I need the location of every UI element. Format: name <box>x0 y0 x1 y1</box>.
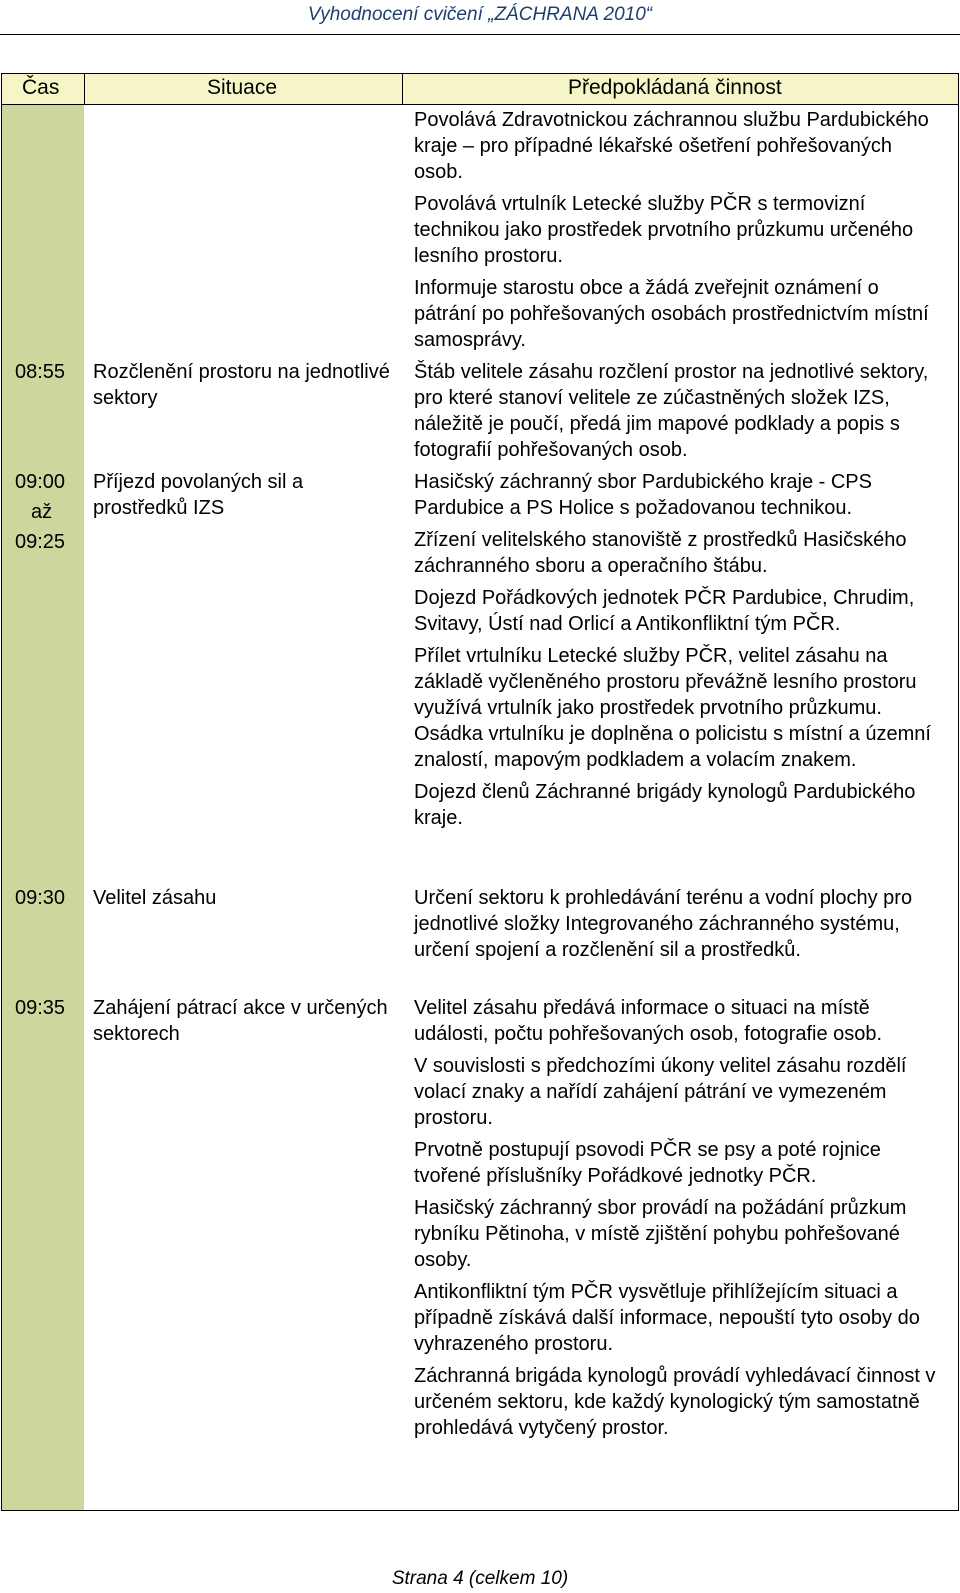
column-header-time: Čas <box>22 76 60 99</box>
row-time-range <box>15 469 83 559</box>
activity-item: Hasičský záchranný sbor provádí na požádání průzkum rybníku Pětinoha, v místě zjištění pohybu pohřešované osoby. <box>414 1197 907 1271</box>
activity-item: V souvislosti s předchozími úkony velitel zásahu rozdělí volací znaky a nařídí zahájení pátrání ve vymezeném prostoru. <box>414 1055 907 1129</box>
row-time: 09:30 <box>15 887 66 909</box>
activity-item: Dojezd členů Záchranné brigády kynologů Pardubického kraje. <box>414 781 916 829</box>
time-column-shading <box>2 104 84 1510</box>
header-rule <box>0 34 960 35</box>
column-header-activity: Předpokládaná činnost <box>568 76 782 99</box>
time-separator: až <box>31 501 53 523</box>
table-row-activities <box>414 995 942 1447</box>
row-time: 09:35 <box>15 997 66 1019</box>
row-situation: Velitel zásahu <box>93 887 217 909</box>
row-situation: Rozčlenění prostoru na jednotlivé sektory <box>93 361 390 409</box>
activity-item: Velitel zásahu předává informace o situaci na místě události, počtu pohřešovaných osob, fotografie osob. <box>414 997 883 1045</box>
table-header-row <box>2 74 958 105</box>
activity-item: Zřízení velitelského stanoviště z prostředků Hasičského záchranného sboru a operačního štábu. <box>414 529 907 577</box>
time-from: 09:00 <box>15 471 66 493</box>
column-divider <box>402 74 403 104</box>
activity-item: Dojezd Pořádkových jednotek PČR Pardubice, Chrudim, Svitavy, Ústí nad Orlicí a Antikonfliktní tým PČR. <box>414 587 915 635</box>
time-to: 09:25 <box>15 531 66 553</box>
table-row-activities <box>414 469 942 837</box>
activity-item: Štáb velitele zásahu rozčlení prostor na jednotlivé sektory, pro které stanoví velitele ze zúčastněných složek IZS, náležitě je poučí, předá jim mapové podklady a popis s fotografií pohřešovaných osob. <box>414 361 929 461</box>
activity-item: Antikonfliktní tým PČR vysvětluje přihlížejícím situaci a případně získává další informace, nepouští tyto osoby do vyhrazeného prostoru. <box>414 1281 920 1355</box>
activity-item: Určení sektoru k prohledávání terénu a vodní plochy pro jednotlivé složky Integrovaného záchranného systému, určení spojení a rozčlenění sil a prostředků. <box>414 887 913 961</box>
row-situation: Příjezd povolaných sil a prostředků IZS <box>93 471 304 519</box>
row-situation: Zahájení pátrací akce v určených sektorech <box>93 997 388 1045</box>
activity-item: Prvotně postupují psovodi PČR se psy a poté rojnice tvořené příslušníky Pořádkové jednotky PČR. <box>414 1139 881 1187</box>
column-divider <box>84 74 85 104</box>
table-row-activities <box>414 885 942 969</box>
activity-item: Záchranná brigáda kynologů provádí vyhledávací činnost v určeném sektoru, kde každý kynologický tým samostatně prohledává vytyčený prostor. <box>414 1365 936 1439</box>
page-header: Vyhodnocení cvičení „ZÁCHRANA 2010“ <box>307 4 653 25</box>
timeline-table <box>1 73 959 1511</box>
column-header-situation: Situace <box>207 76 278 99</box>
activity-item: Povolává Zdravotnickou záchrannou službu Pardubického kraje – pro případné lékařské ošetření pohřešovaných osob. <box>414 109 929 183</box>
activity-item: Hasičský záchranný sbor Pardubického kraje - CPS Pardubice a PS Holice s požadovanou technikou. <box>414 471 872 519</box>
activity-item: Povolává vrtulník Letecké služby PČR s termovizní technikou jako prostředek prvotního průzkumu určeného lesního prostoru. <box>414 193 914 267</box>
table-row-activities <box>414 107 942 359</box>
page-footer: Strana 4 (celkem 10) <box>391 1568 569 1589</box>
row-time: 08:55 <box>15 361 66 383</box>
activity-item: Přílet vrtulníku Letecké služby PČR, velitel zásahu na základě vyčleněného prostoru převážně lesního prostoru využívá vrtulník jako prostředek prvotního průzkumu. Osádka vrtulníku je doplněna o policistu s místní a územní znalostí, mapovým podkladem a volacím znakem. <box>414 645 931 771</box>
activity-item: Informuje starostu obce a žádá zveřejnit oznámení o pátrání po pohřešovaných osobách prostřednictvím místní samosprávy. <box>414 277 929 351</box>
table-row-activities <box>414 359 942 469</box>
